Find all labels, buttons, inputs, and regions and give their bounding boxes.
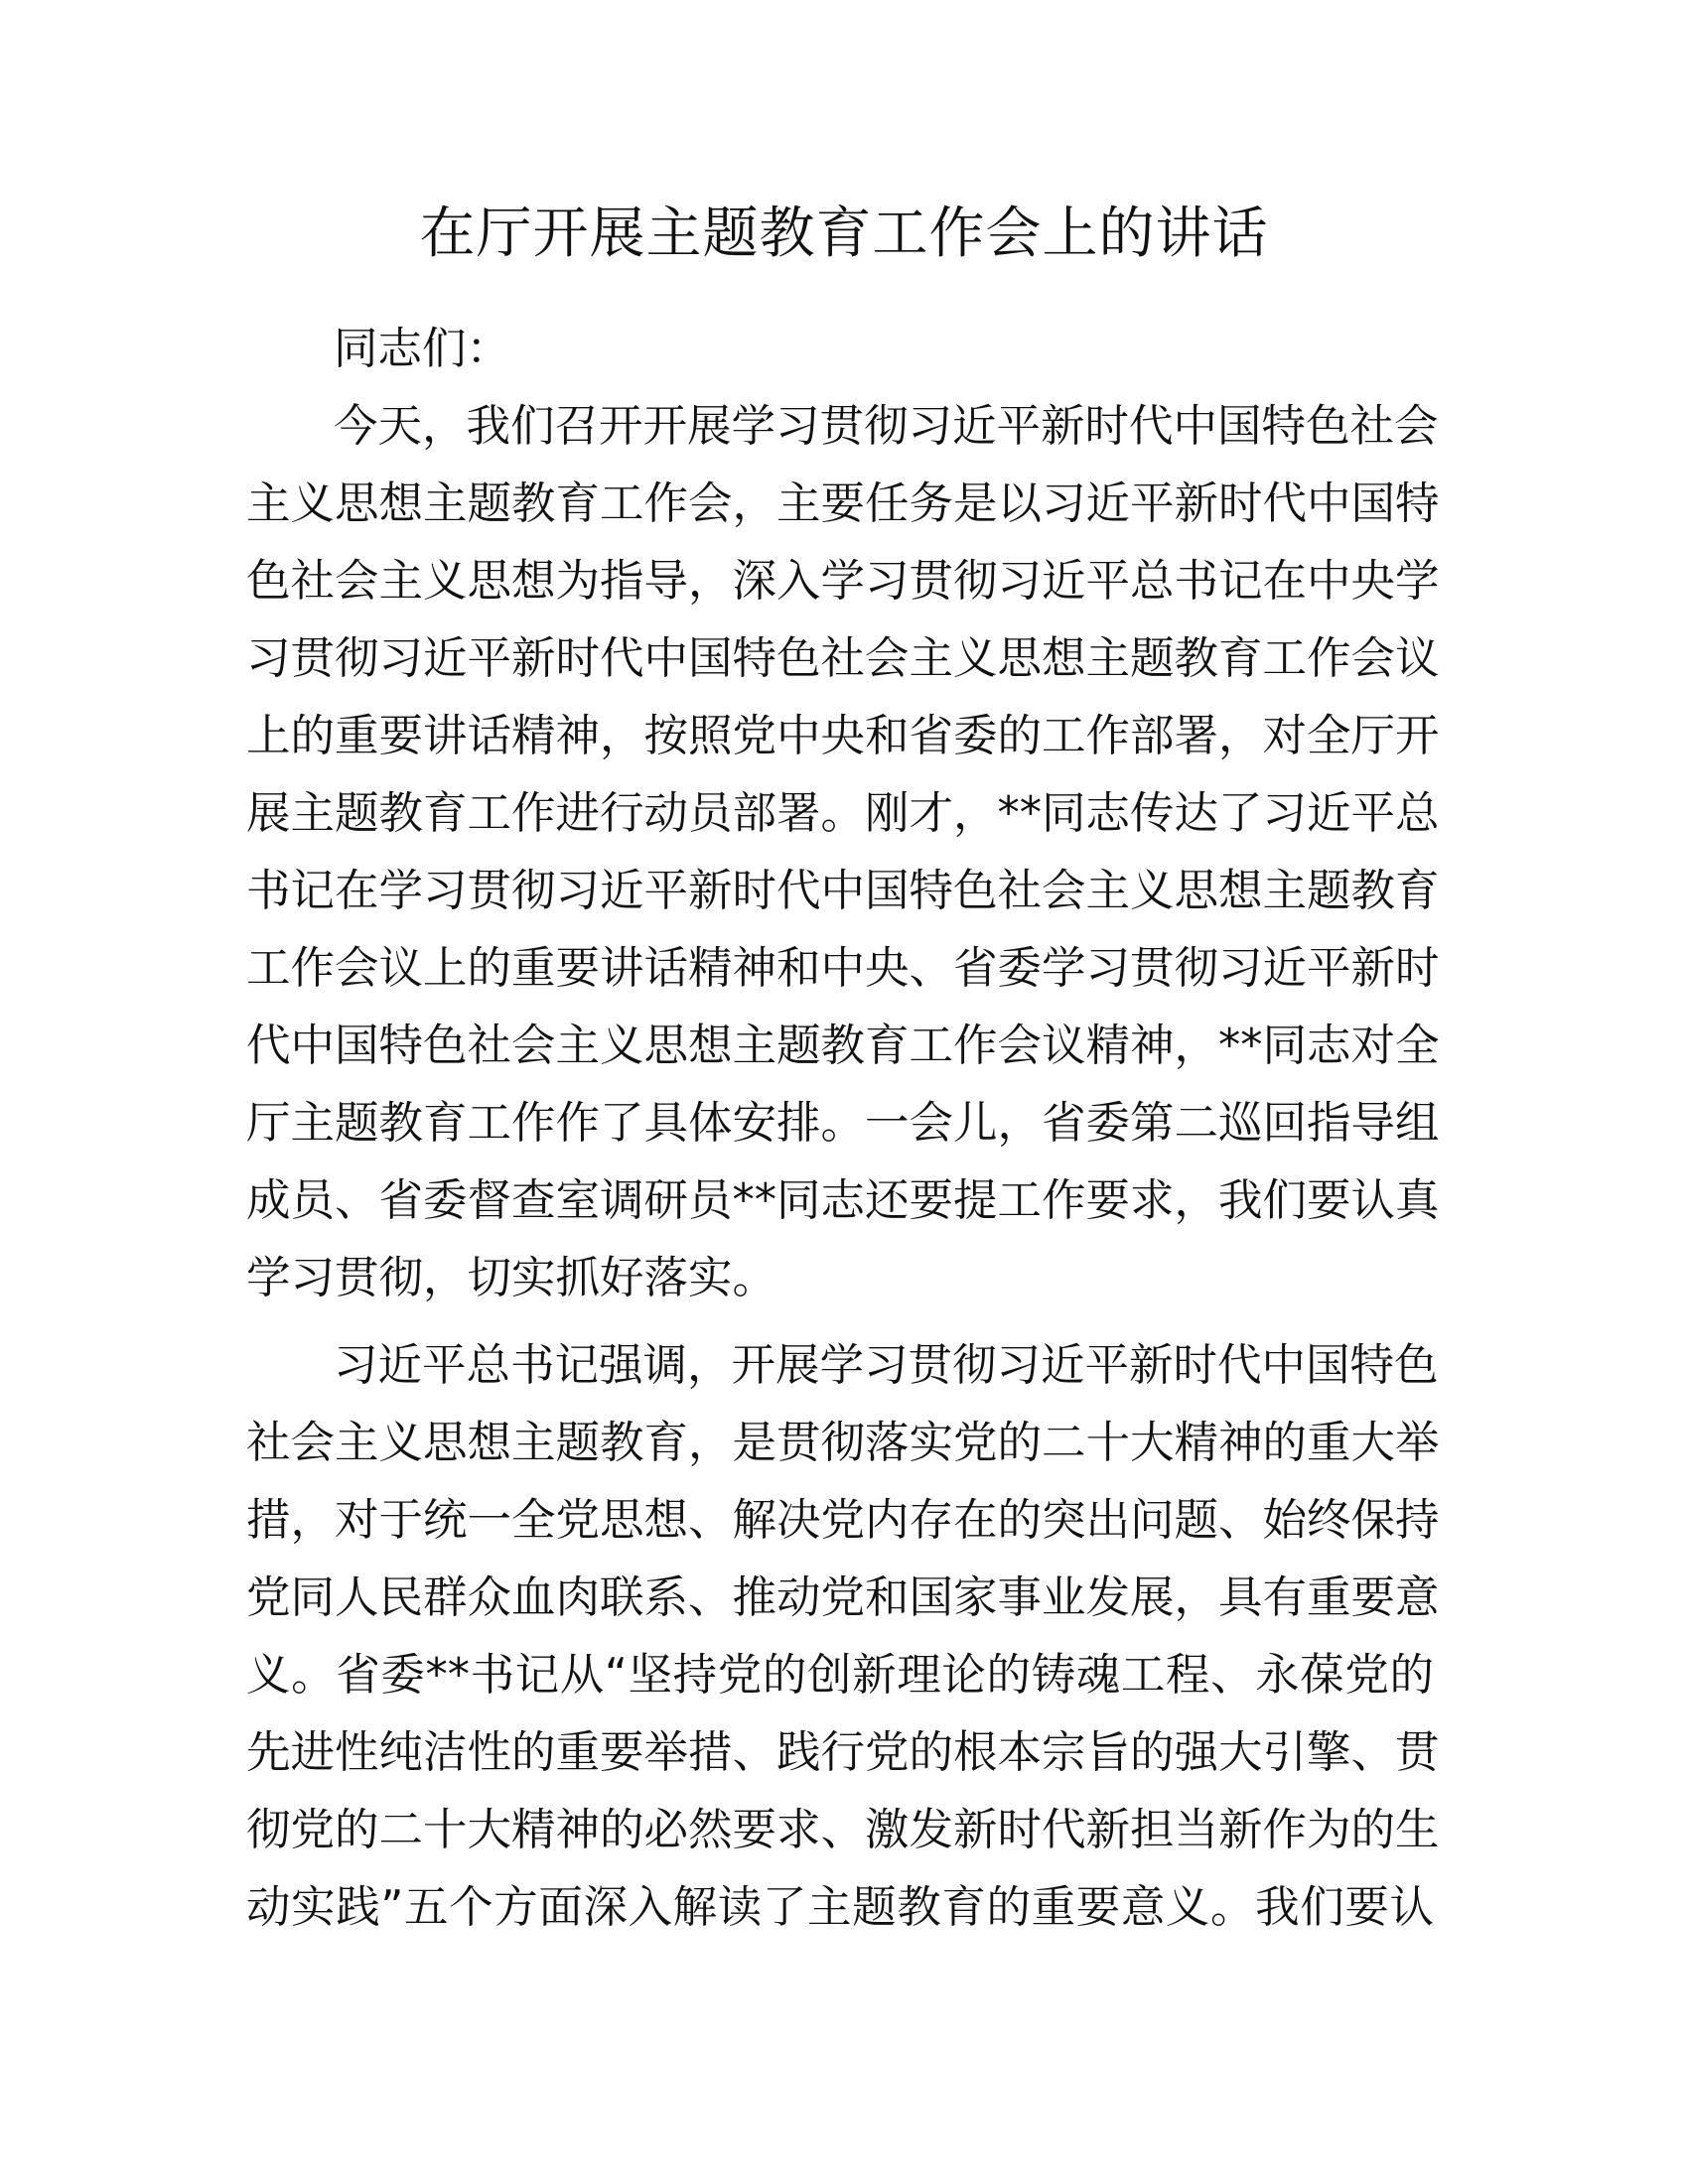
paragraph-line: 义。省委**书记从“坚持党的创新理论的铸魂工程、永葆党的 (246, 1650, 1434, 1701)
paragraph-line: 主义思想主题教育工作会，主要任务是以习近平新时代中国特 (246, 478, 1440, 529)
paragraph-line: 党同人民群众血肉联系、推动党和国家事业发展，具有重要意 (246, 1572, 1440, 1623)
paragraph-line: 今天，我们召开开展学习贯彻习近平新时代中国特色社会 (334, 401, 1439, 452)
paragraph-line: 展主题教育工作进行动员部署。刚才，**同志传达了习近平总 (246, 788, 1440, 839)
paragraph-line: 厅主题教育工作作了具体安排。一会儿，省委第二巡回指导组 (246, 1098, 1440, 1149)
paragraph-line: 习贯彻习近平新时代中国特色社会主义思想主题教育工作会议 (246, 633, 1440, 684)
paragraph-line: 学习贯彻，切实抓好落实。 (246, 1253, 777, 1303)
paragraph-line: 习近平总书记强调，开展学习贯彻习近平新时代中国特色 (334, 1340, 1439, 1391)
paragraph-line: 工作会议上的重要讲话精神和中央、省委学习贯彻习近平新时 (246, 943, 1440, 994)
paragraph-line: 社会主义思想主题教育，是贯彻落实党的二十大精神的重大举 (246, 1418, 1440, 1468)
document-title: 在厅开展主题教育工作会上的讲话 (419, 202, 1269, 266)
paragraph-line: 上的重要讲话精神，按照党中央和省委的工作部署，对全厅开 (246, 711, 1440, 761)
paragraph-line: 成员、省委督查室调研员**同志还要提工作要求，我们要认真 (246, 1175, 1440, 1226)
paragraph-line: 先进性纯洁性的重要举措、践行党的根本宗旨的强大引擎、贯 (246, 1727, 1440, 1778)
paragraph-line: 色社会主义思想为指导，深入学习贯彻习近平总书记在中央学 (246, 556, 1440, 607)
greeting: 同志们： (334, 324, 511, 374)
paragraph-line: 彻党的二十大精神的必然要求、激发新时代新担当新作为的生 (246, 1805, 1440, 1855)
paragraph-line: 措，对于统一全党思想、解决党内存在的突出问题、始终保持 (246, 1495, 1440, 1546)
paragraph-line: 代中国特色社会主义思想主题教育工作会议精神，**同志对全 (246, 1021, 1440, 1071)
paragraph-line: 动实践”五个方面深入解读了主题教育的重要意义。我们要认 (246, 1882, 1434, 1933)
paragraph-line: 书记在学习贯彻习近平新时代中国特色社会主义思想主题教育 (246, 866, 1440, 916)
